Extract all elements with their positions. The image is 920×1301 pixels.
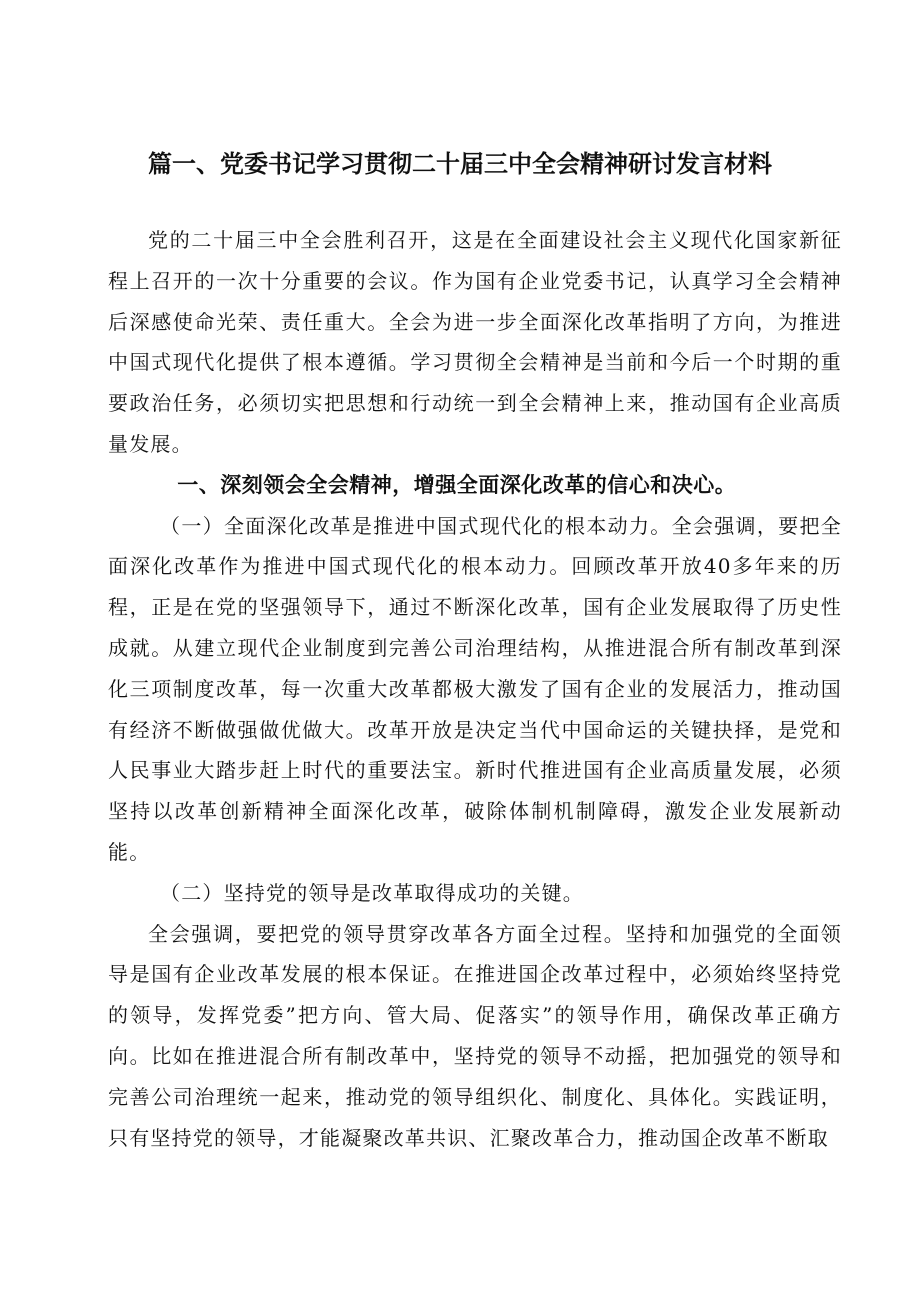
body-paragraph-2: 全会强调，要把党的领导贯穿改革各方面全过程。坚持和加强党的全面领导是国有企业改革发展的根本保证。在推进国企改革过程中，必须始终坚持党的领导，发挥党委”把方向、管大局、促落实”的领导作用，确保改革正确方向。比如在推进混合所有制改革中，坚持党的领导不动摇，把加强党的领导和完善公司治理统一起来，推动党的领导组织化、制度化、具体化。实践证明，只有坚持党的领导，才能凝聚改革共识、汇聚改革合力，推动国企改革不断取 bbox=[108, 921, 842, 1150]
document-title: 篇一、党委书记学习贯彻二十届三中全会精神研讨发言材料 bbox=[148, 150, 772, 178]
subsection-heading-2: （二）坚持党的领导是改革取得成功的关键。 bbox=[160, 880, 584, 905]
section-heading-1: 一、深刻领会全会精神，增强全面深化改革的信心和决心。 bbox=[177, 472, 737, 497]
subsection-paragraph-1: （一）全面深化改革是推进中国式现代化的根本动力。全会强调，要把全面深化改革作为推进中国式现代化的根本动力。回顾改革开放40多年来的历程，正是在党的坚强领导下，通过不断深化改革，国有企业发展取得了历史性成就。从建立现代企业制度到完善公司治理结构，从推进混合所有制改革到深化三项制度改革，每一次重大改革都极大激发了国有企业的发展活力，推动国有经济不断做强做优做大。改革开放是决定当代中国命运的关键抉择，是党和人民事业大踏步赶上时代的重要法宝。新时代推进国有企业高质量发展，必须坚持以改革创新精神全面深化改革，破除体制机制障碍，激发企业发展新动能。 bbox=[108, 513, 842, 864]
intro-paragraph: 党的二十届三中全会胜利召开，这是在全面建设社会主义现代化国家新征程上召开的一次十分重要的会议。作为国有企业党委书记，认真学习全会精神后深感使命光荣、责任重大。全会为进一步全面深化改革指明了方向，为推进中国式现代化提供了根本遵循。学习贯彻全会精神是当前和今后一个时期的重要政治任务，必须切实把思想和行动统一到全会精神上来，推动国有企业高质量发展。 bbox=[108, 228, 842, 456]
document-body bbox=[108, 220, 842, 1158]
